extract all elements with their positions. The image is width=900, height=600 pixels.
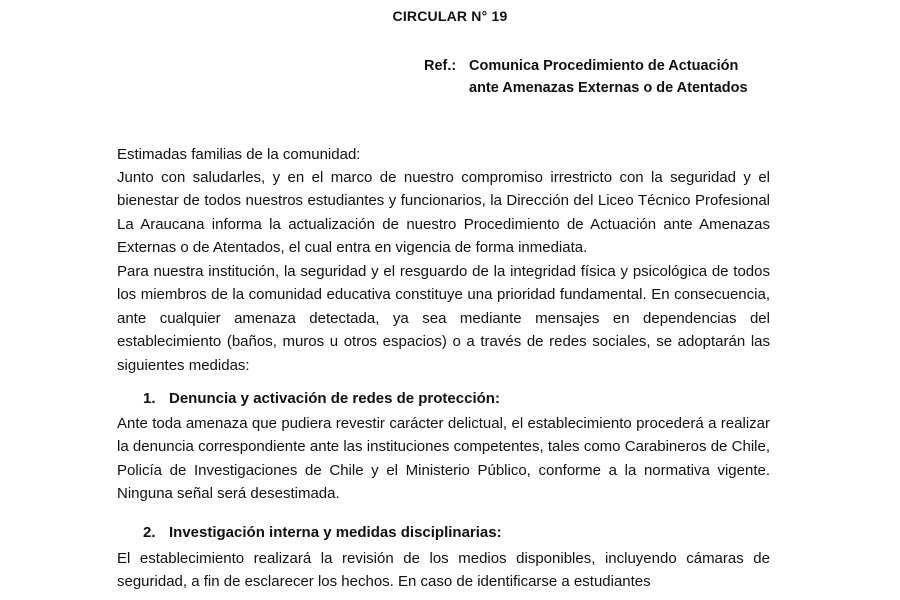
section-number: 2. [143, 524, 156, 541]
reference-subject-2: ante Amenazas Externas o de Atentados [469, 80, 748, 96]
paragraph-text: Ante toda amenaza que pudiera revestir carácter delictual, el establecimiento procederá a realizar la denuncia correspondiente ante las instituciones competentes, tales como Carabineros de Chile, Policía de Investigaciones de Chile y el Ministerio Público, conforme a la normativa vigente. Ninguna señal será desestimada. [117, 415, 770, 503]
section-1-heading [143, 390, 500, 407]
reference-line-1 [424, 55, 748, 77]
intro-paragraph [117, 166, 770, 260]
reference-subject-1: Comunica Procedimiento de Actuación [469, 58, 739, 74]
section-2-heading [143, 524, 502, 541]
section-2-text [117, 547, 770, 594]
context-paragraph [117, 260, 770, 377]
greeting: Estimadas familias de la comunidad: [117, 146, 361, 163]
paragraph-text: Para nuestra institución, la seguridad y el resguardo de la integridad física y psicológica de todos los miembros de la comunidad educativa constituye una prioridad fundamental. En consecuencia, ante cualquier amenaza detectada, ya sea mediante mensajes en dependencias del establecimiento (baños, muros u otros espacios) o a través de redes sociales, se adoptarán las siguientes medidas: [117, 263, 770, 374]
section-title: Denuncia y activación de redes de protección: [169, 390, 500, 407]
document-title: CIRCULAR N° 19 [392, 8, 508, 24]
paragraph-text: El establecimiento realizará la revisión de los medios disponibles, incluyendo cámaras de seguridad, a fin de esclarecer los hechos. En caso de identificarse a estudiantes [117, 550, 770, 591]
section-1-text [117, 412, 770, 506]
section-title: Investigación interna y medidas disciplinarias: [169, 524, 502, 541]
paragraph-text: Junto con saludarles, y en el marco de nuestro compromiso irrestricto con la seguridad y el bienestar de todos nuestros estudiantes y funcionarios, la Dirección del Liceo Técnico Profesional La Araucana informa la actualización de nuestro Procedimiento de Actuación ante Amenazas Externas o de Atentados, el cual entra en vigencia de forma inmediata. [117, 169, 770, 257]
reference-label: Ref.: [424, 58, 457, 74]
reference-block [424, 55, 748, 99]
section-number: 1. [143, 390, 156, 407]
